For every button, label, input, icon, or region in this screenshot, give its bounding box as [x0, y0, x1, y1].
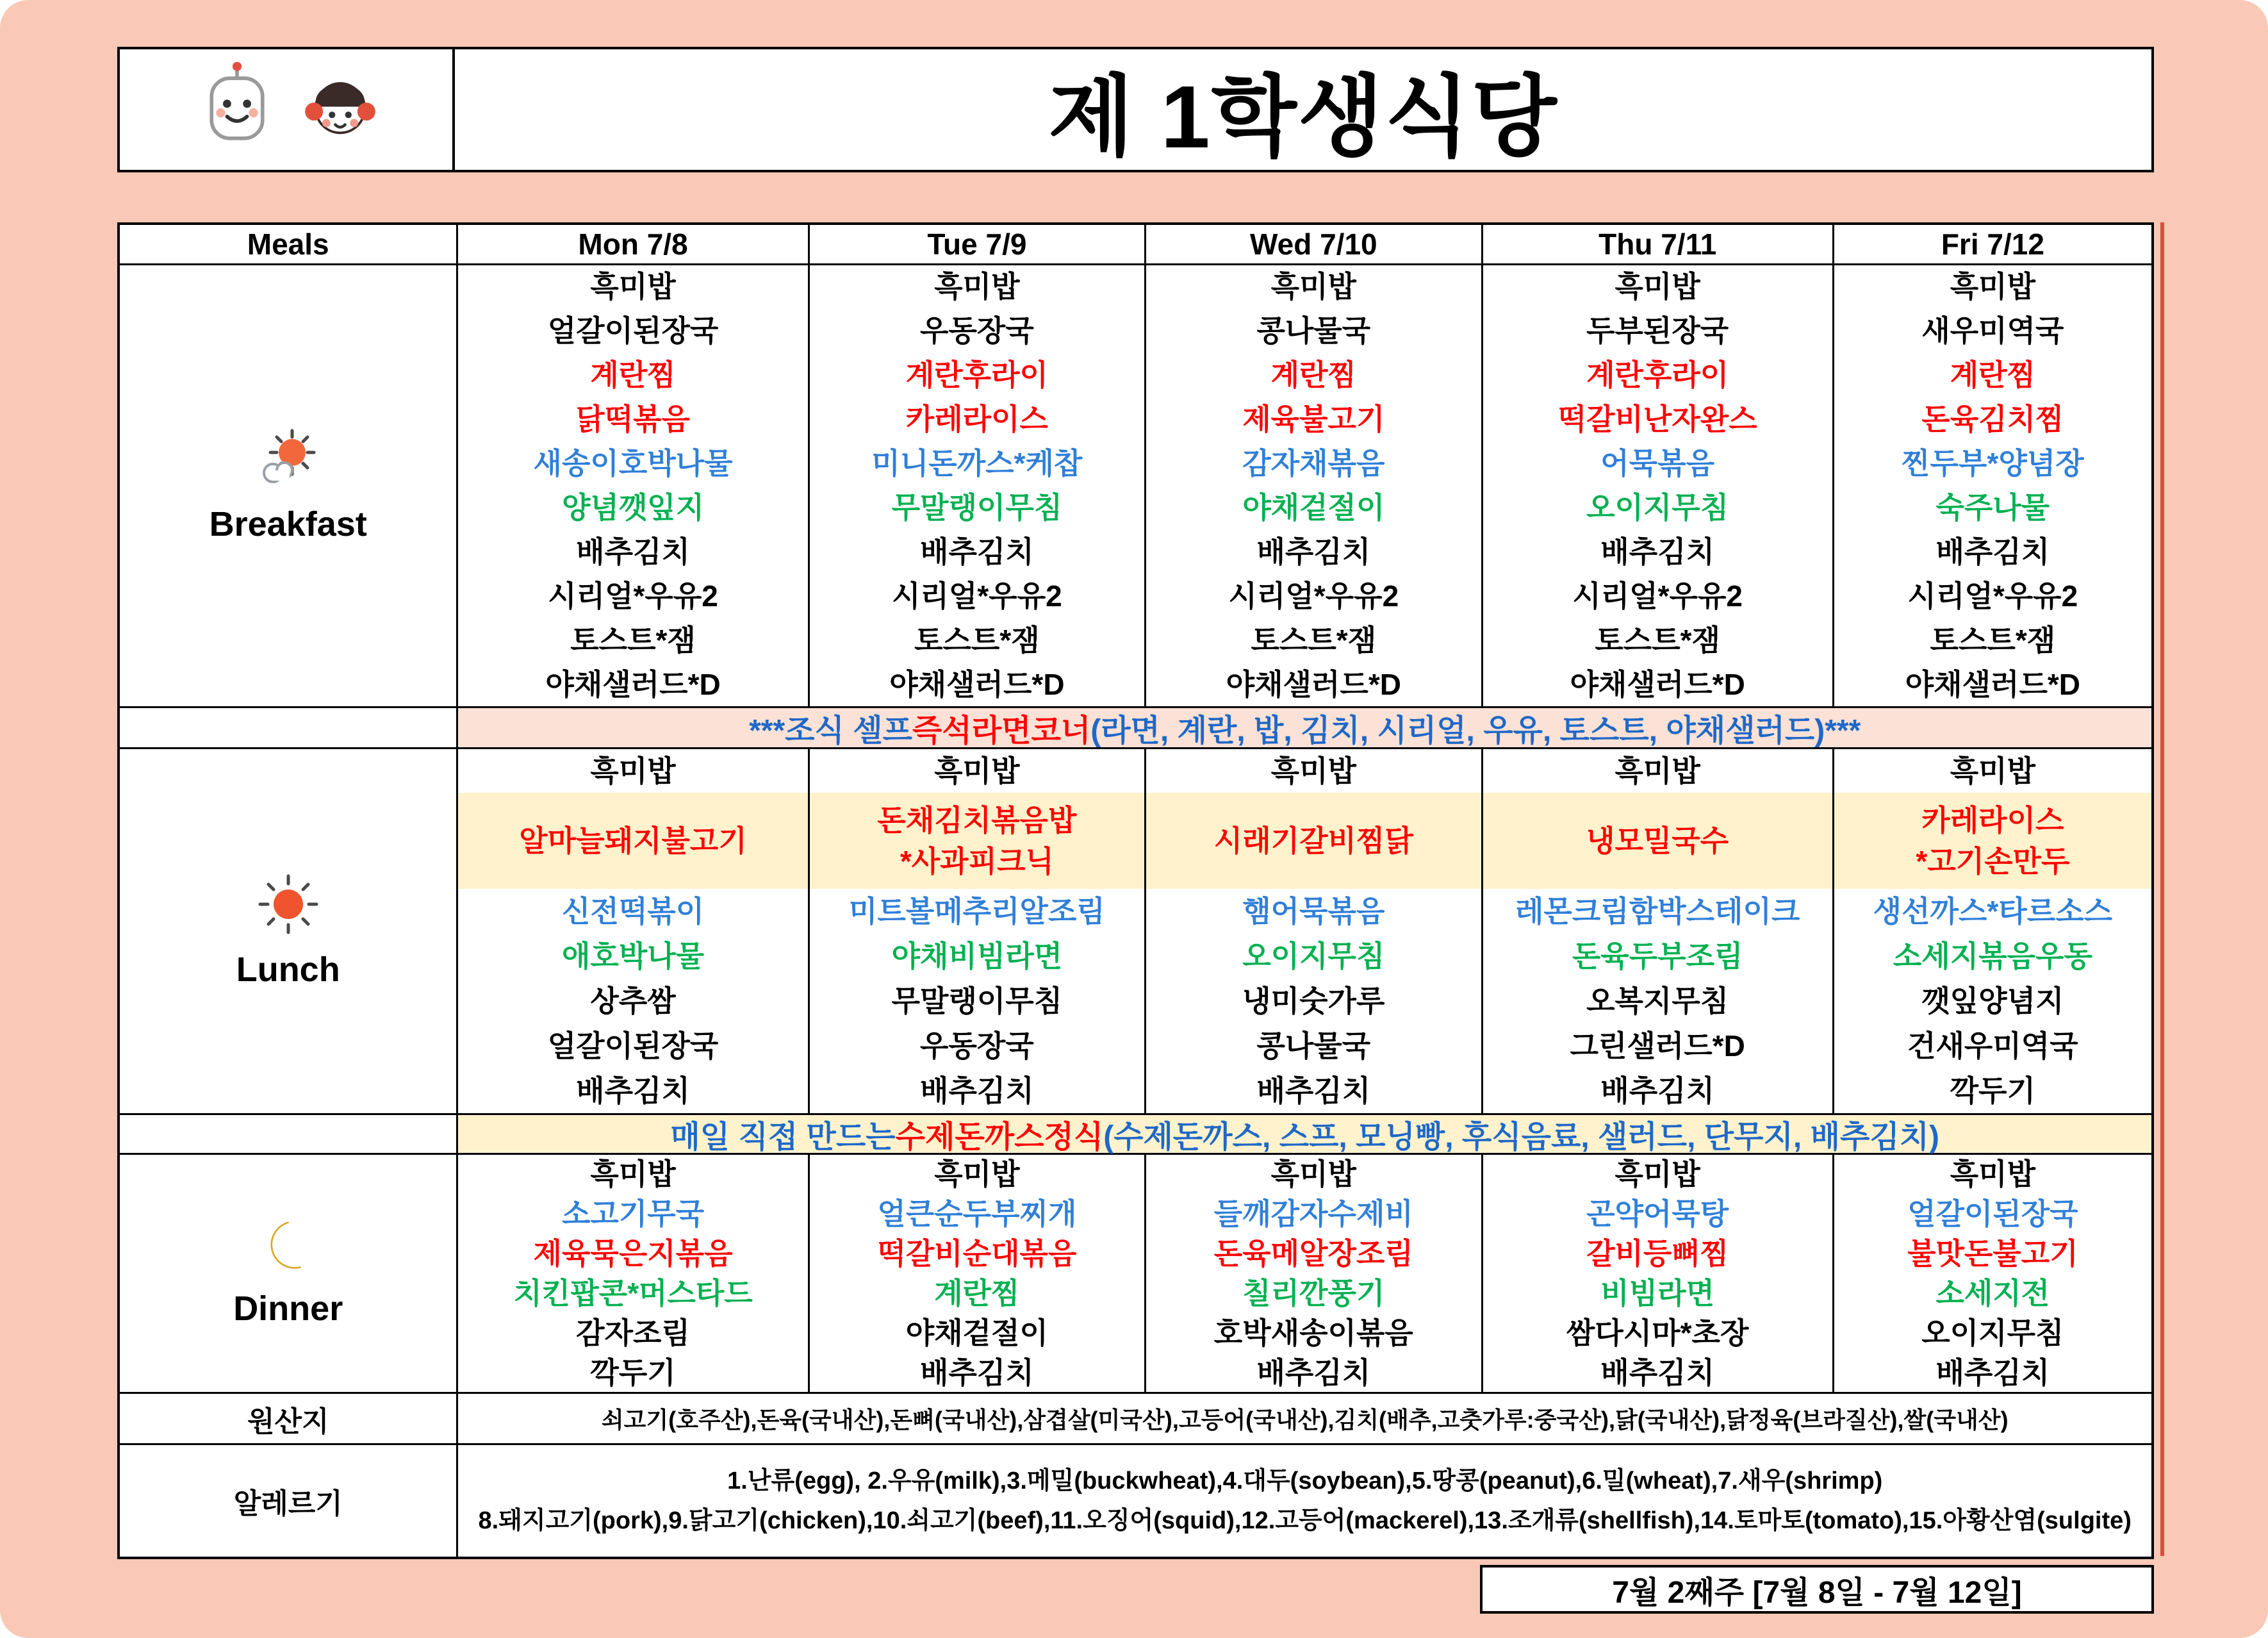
menu-item: 비빔라면 — [1600, 1277, 1715, 1310]
lunch-main-highlight — [1483, 793, 1832, 889]
menu-item: 흑미밥 — [1950, 1157, 2036, 1191]
menu-item: 흑미밥 — [590, 1157, 676, 1191]
menu-item: 계란찜 — [1270, 358, 1356, 392]
menu-item: 새우미역국 — [1921, 314, 2064, 347]
menu-item: 흑미밥 — [934, 1157, 1020, 1191]
menu-item: 우동장국 — [920, 314, 1034, 347]
menu-item: 오복지무침 — [1586, 984, 1729, 1018]
menu-item: 배추김치 — [576, 535, 690, 568]
menu-item: 얼갈이된장국 — [547, 1029, 719, 1063]
menu-item: 오이지무침 — [1921, 1316, 2064, 1350]
menu-item: 곤약어묵탕 — [1586, 1197, 1729, 1230]
menu-item: 찐두부*양념장 — [1902, 447, 2084, 480]
menu-cell-breakfast-mon — [456, 265, 807, 706]
note-segment: (라면, 계란, 밥, 김치, 시리얼, 우유, 토스트, 야채샐러드)*** — [1090, 714, 1861, 748]
origin-text: 쇠고기(호주산),돈육(국내산),돈뼈(국내산),삼겹살(미국산),고등어(국내산),김치(배추,고춧가루:중국산),닭(국내산),닭정육(브라질산),쌀(국내산) — [601, 1407, 2009, 1433]
menu-item: 오이지무침 — [1242, 939, 1385, 973]
breakfast-row — [120, 263, 2151, 706]
empty-cell — [120, 1115, 456, 1153]
allergy-row — [120, 1443, 2151, 1557]
menu-cell-lunch-wed — [1144, 749, 1481, 1113]
menu-item: 소세지볶음우동 — [1893, 939, 2092, 973]
menu-cell-lunch-thu — [1481, 749, 1832, 1113]
menu-item: 깍두기 — [590, 1356, 676, 1389]
menu-item: 콩나물국 — [1256, 1029, 1371, 1063]
menu-cell-breakfast-fri — [1832, 265, 2151, 706]
sun-icon — [258, 873, 319, 938]
menu-item: 떡갈비순대볶음 — [877, 1237, 1077, 1270]
menu-item: 토스트*잼 — [914, 624, 1040, 657]
empty-cell — [120, 708, 456, 747]
menu-item: 계란찜 — [934, 1277, 1020, 1310]
menu-cell-lunch-mon — [456, 749, 807, 1113]
week-footer — [1480, 1565, 2154, 1614]
menu-item: 깍두기 — [1950, 1074, 2036, 1107]
menu-item: 흑미밥 — [1615, 270, 1700, 303]
meal-label-dinner: Dinner — [233, 1289, 343, 1328]
menu-item: 갈비등뼈찜 — [1586, 1237, 1729, 1270]
menu-item: 토스트*잼 — [570, 624, 696, 657]
menu-item: 무말랭이무침 — [891, 984, 1063, 1018]
menu-item: 배추김치 — [1256, 1074, 1371, 1107]
menu-item: 미트볼메추리알조림 — [848, 895, 1105, 928]
menu-item: 그린샐러드*D — [1570, 1029, 1745, 1063]
mascot-girl-icon — [299, 61, 381, 159]
menu-item-main: 알마늘돼지불고기 — [519, 824, 747, 857]
title-cell — [455, 49, 2151, 170]
menu-item: 제육불고기 — [1242, 402, 1385, 436]
origin-label: 원산지 — [247, 1405, 329, 1437]
menu-item: 애호박나물 — [561, 939, 705, 973]
menu-item: 호박새송이볶음 — [1213, 1316, 1413, 1350]
origin-label-cell — [120, 1394, 456, 1443]
menu-item: 숙주나물 — [1935, 491, 2050, 524]
breakfast-note-row — [120, 706, 2151, 747]
week-label: 7월 2째주 [7월 8일 - 7월 12일] — [1612, 1575, 2022, 1610]
menu-item: 건새우미역국 — [1907, 1029, 2078, 1063]
lunch-note-row — [120, 1113, 2151, 1153]
meal-label-cell-dinner — [120, 1155, 456, 1392]
lunch-main-highlight — [1146, 793, 1481, 889]
menu-cell-breakfast-tue — [808, 265, 1144, 706]
column-header-tue: Tue 7/9 — [808, 225, 1144, 263]
menu-item: 치킨팝콘*머스타드 — [513, 1277, 753, 1310]
menu-item-main: 카레라이스 — [1921, 804, 2064, 837]
menu-item: 배추김치 — [1600, 535, 1715, 568]
menu-item: 흑미밥 — [1615, 754, 1700, 788]
menu-cell-dinner-fri — [1832, 1155, 2151, 1392]
lunch-main-highlight — [1834, 793, 2151, 889]
menu-cell-breakfast-thu — [1481, 265, 1832, 706]
menu-item: 시리얼*우유2 — [1572, 579, 1743, 613]
menu-item: 흑미밥 — [1615, 1157, 1700, 1191]
column-header-wed: Wed 7/10 — [1144, 225, 1481, 263]
menu-item: 상추쌈 — [590, 984, 676, 1018]
menu-item: 계란찜 — [590, 358, 676, 392]
menu-item: 쌈다시마*초장 — [1566, 1316, 1749, 1350]
menu-cell-breakfast-wed — [1144, 265, 1481, 706]
menu-item: 흑미밥 — [934, 754, 1020, 788]
menu-item: 야채샐러드*D — [1570, 668, 1745, 701]
menu-item: 소고기무국 — [561, 1197, 705, 1230]
note-segment: ***조식 셀프 — [749, 714, 912, 748]
menu-item: 배추김치 — [1256, 1356, 1371, 1389]
menu-table — [117, 222, 2154, 1559]
menu-item: 햄어묵볶음 — [1242, 895, 1385, 928]
menu-item: 돈육김치찜 — [1921, 402, 2064, 436]
menu-item-main: 시래기갈비찜닭 — [1213, 824, 1413, 857]
column-header-thu: Thu 7/11 — [1481, 225, 1832, 263]
menu-item-main: *사과피크닉 — [900, 845, 1054, 878]
menu-cell-dinner-thu — [1481, 1155, 1832, 1392]
menu-item: 배추김치 — [1935, 535, 2050, 568]
menu-item: 양념깻잎지 — [561, 491, 705, 524]
menu-item: 우동장국 — [920, 1029, 1034, 1063]
menu-item: 무말랭이무침 — [891, 491, 1063, 524]
menu-item: 토스트*잼 — [1595, 624, 1720, 657]
moon-icon — [261, 1219, 316, 1277]
meal-label-cell-breakfast — [120, 265, 456, 706]
allergy-line: 8.돼지고기(pork),9.닭고기(chicken),10.쇠고기(beef),11.오징어(squid),12.고등어(mackerel),13.조개류(shellfish),14.토마토(tomato),15.아황산염(sulgite) — [478, 1507, 2132, 1534]
column-header-meals: Meals — [247, 228, 329, 261]
allergy-content-cell — [456, 1445, 2151, 1557]
menu-item: 시리얼*우유2 — [1228, 579, 1399, 613]
menu-item: 레몬크림함박스테이크 — [1515, 895, 1800, 928]
menu-item: 토스트*잼 — [1930, 624, 2056, 657]
menu-item: 감자채볶음 — [1242, 447, 1385, 480]
menu-item: 불맛돈불고기 — [1907, 1237, 2078, 1270]
lunch-tonkatsu-note — [456, 1115, 2151, 1153]
mascot-robot-icon — [192, 60, 283, 160]
lunch-row — [120, 747, 2151, 1113]
menu-item-main: 냉모밀국수 — [1586, 824, 1729, 857]
menu-item: 배추김치 — [576, 1074, 690, 1107]
header — [117, 47, 2154, 172]
sun-cloud-icon — [255, 428, 322, 493]
menu-item: 배추김치 — [1935, 1356, 2050, 1389]
note-segment: 매일 직접 만드는 — [670, 1120, 896, 1154]
column-header-fri: Fri 7/12 — [1832, 225, 2151, 263]
menu-item: 흑미밥 — [1270, 1157, 1356, 1191]
menu-cell-dinner-mon — [456, 1155, 807, 1392]
menu-item: 닭떡볶음 — [576, 402, 690, 436]
menu-item: 냉미숫가루 — [1242, 984, 1385, 1018]
menu-item: 배추김치 — [1256, 535, 1371, 568]
menu-item: 야채샐러드*D — [545, 668, 721, 701]
menu-cell-lunch-tue — [808, 749, 1144, 1113]
menu-item: 생선까스*타르소스 — [1873, 895, 2113, 928]
table-right-red-edge — [2160, 222, 2164, 1556]
menu-item: 흑미밥 — [590, 270, 676, 303]
menu-item: 신전떡볶이 — [561, 895, 705, 928]
allergy-label-cell — [120, 1445, 456, 1557]
menu-item: 새송이호박나물 — [533, 447, 733, 480]
menu-item: 얼큰순두부찌개 — [877, 1197, 1077, 1230]
origin-content-cell — [456, 1394, 2151, 1443]
lunch-main-highlight — [810, 793, 1144, 889]
meal-label-breakfast: Breakfast — [209, 504, 367, 543]
menu-item: 콩나물국 — [1256, 314, 1371, 347]
menu-item: 배추김치 — [1600, 1356, 1715, 1389]
meal-label-cell-lunch — [120, 749, 456, 1113]
logo — [120, 49, 455, 170]
menu-item: 흑미밥 — [1950, 270, 2036, 303]
menu-item: 배추김치 — [920, 1074, 1034, 1107]
menu-item: 카레라이스 — [905, 402, 1048, 436]
menu-item: 야채겉절이 — [905, 1316, 1048, 1350]
menu-item: 배추김치 — [920, 1356, 1034, 1389]
menu-item: 배추김치 — [1600, 1074, 1715, 1107]
menu-cell-lunch-fri — [1832, 749, 2151, 1113]
menu-item: 배추김치 — [920, 535, 1034, 568]
menu-item: 어묵볶음 — [1600, 447, 1715, 480]
menu-item: 흑미밥 — [1270, 270, 1356, 303]
menu-item: 야채샐러드*D — [889, 668, 1065, 701]
menu-item: 칠리깐풍기 — [1242, 1277, 1385, 1310]
meal-label-lunch: Lunch — [236, 950, 340, 989]
menu-item: 돈육두부조림 — [1572, 939, 1743, 973]
allergy-line: 1.난류(egg), 2.우유(milk),3.메밀(buckwheat),4.대두(soybean),5.땅콩(peanut),6.밀(wheat),7.새우(shrimp) — [727, 1468, 1883, 1494]
menu-item: 돈육메알장조림 — [1213, 1237, 1413, 1270]
menu-item: 떡갈비난자완스 — [1557, 402, 1757, 436]
menu-item: 계란후라이 — [1586, 358, 1729, 392]
menu-item: 두부된장국 — [1586, 314, 1729, 347]
menu-item: 들깨감자수제비 — [1213, 1197, 1413, 1230]
menu-item: 시리얼*우유2 — [1907, 579, 2078, 613]
menu-item: 얼갈이된장국 — [547, 314, 719, 347]
menu-item: 야채비빔라면 — [891, 939, 1063, 973]
note-segment: (수제돈까스, 스프, 모닝빵, 후식음료, 샐러드, 단무지, 배추김치) — [1103, 1120, 1940, 1154]
menu-item: 흑미밥 — [934, 270, 1020, 303]
menu-item: 계란찜 — [1950, 358, 2036, 392]
origin-row — [120, 1392, 2151, 1443]
menu-item: 계란후라이 — [905, 358, 1048, 392]
menu-item: 흑미밥 — [1270, 754, 1356, 788]
menu-cell-dinner-wed — [1144, 1155, 1481, 1392]
menu-item: 야채샐러드*D — [1226, 668, 1401, 701]
menu-item-main: 돈채김치볶음밥 — [877, 804, 1077, 837]
menu-item: 제육묵은지볶음 — [533, 1237, 733, 1270]
menu-item: 시리얼*우유2 — [548, 579, 718, 613]
menu-item: 소세지전 — [1935, 1277, 2050, 1310]
menu-item: 오이지무침 — [1586, 491, 1729, 524]
menu-item: 흑미밥 — [1950, 754, 2036, 788]
menu-item: 시리얼*우유2 — [892, 579, 1062, 613]
note-segment: 수제돈까스정식 — [895, 1120, 1104, 1154]
menu-item: 감자조림 — [576, 1316, 690, 1350]
menu-item: 토스트*잼 — [1251, 624, 1377, 657]
menu-item: 야채겉절이 — [1242, 491, 1385, 524]
menu-item: 흑미밥 — [590, 754, 676, 788]
page-title: 제 1학생식당 — [1048, 68, 1558, 167]
menu-item: 미니돈까스*케찹 — [871, 447, 1083, 480]
dinner-row — [120, 1153, 2151, 1392]
breakfast-self-ramen-note — [456, 708, 2151, 747]
menu-item: 얼갈이된장국 — [1907, 1197, 2078, 1230]
menu-cell-dinner-tue — [808, 1155, 1144, 1392]
allergy-label: 알레르기 — [233, 1488, 343, 1519]
menu-item: 깻잎양념지 — [1921, 984, 2064, 1018]
note-segment: 즉석라면코너 — [912, 714, 1091, 748]
menu-item: 야채샐러드*D — [1905, 668, 2081, 701]
column-header-row — [120, 225, 2151, 263]
lunch-main-highlight — [458, 793, 807, 889]
menu-item-main: *고기손만두 — [1916, 845, 2070, 878]
column-header-mon: Mon 7/8 — [456, 225, 807, 263]
